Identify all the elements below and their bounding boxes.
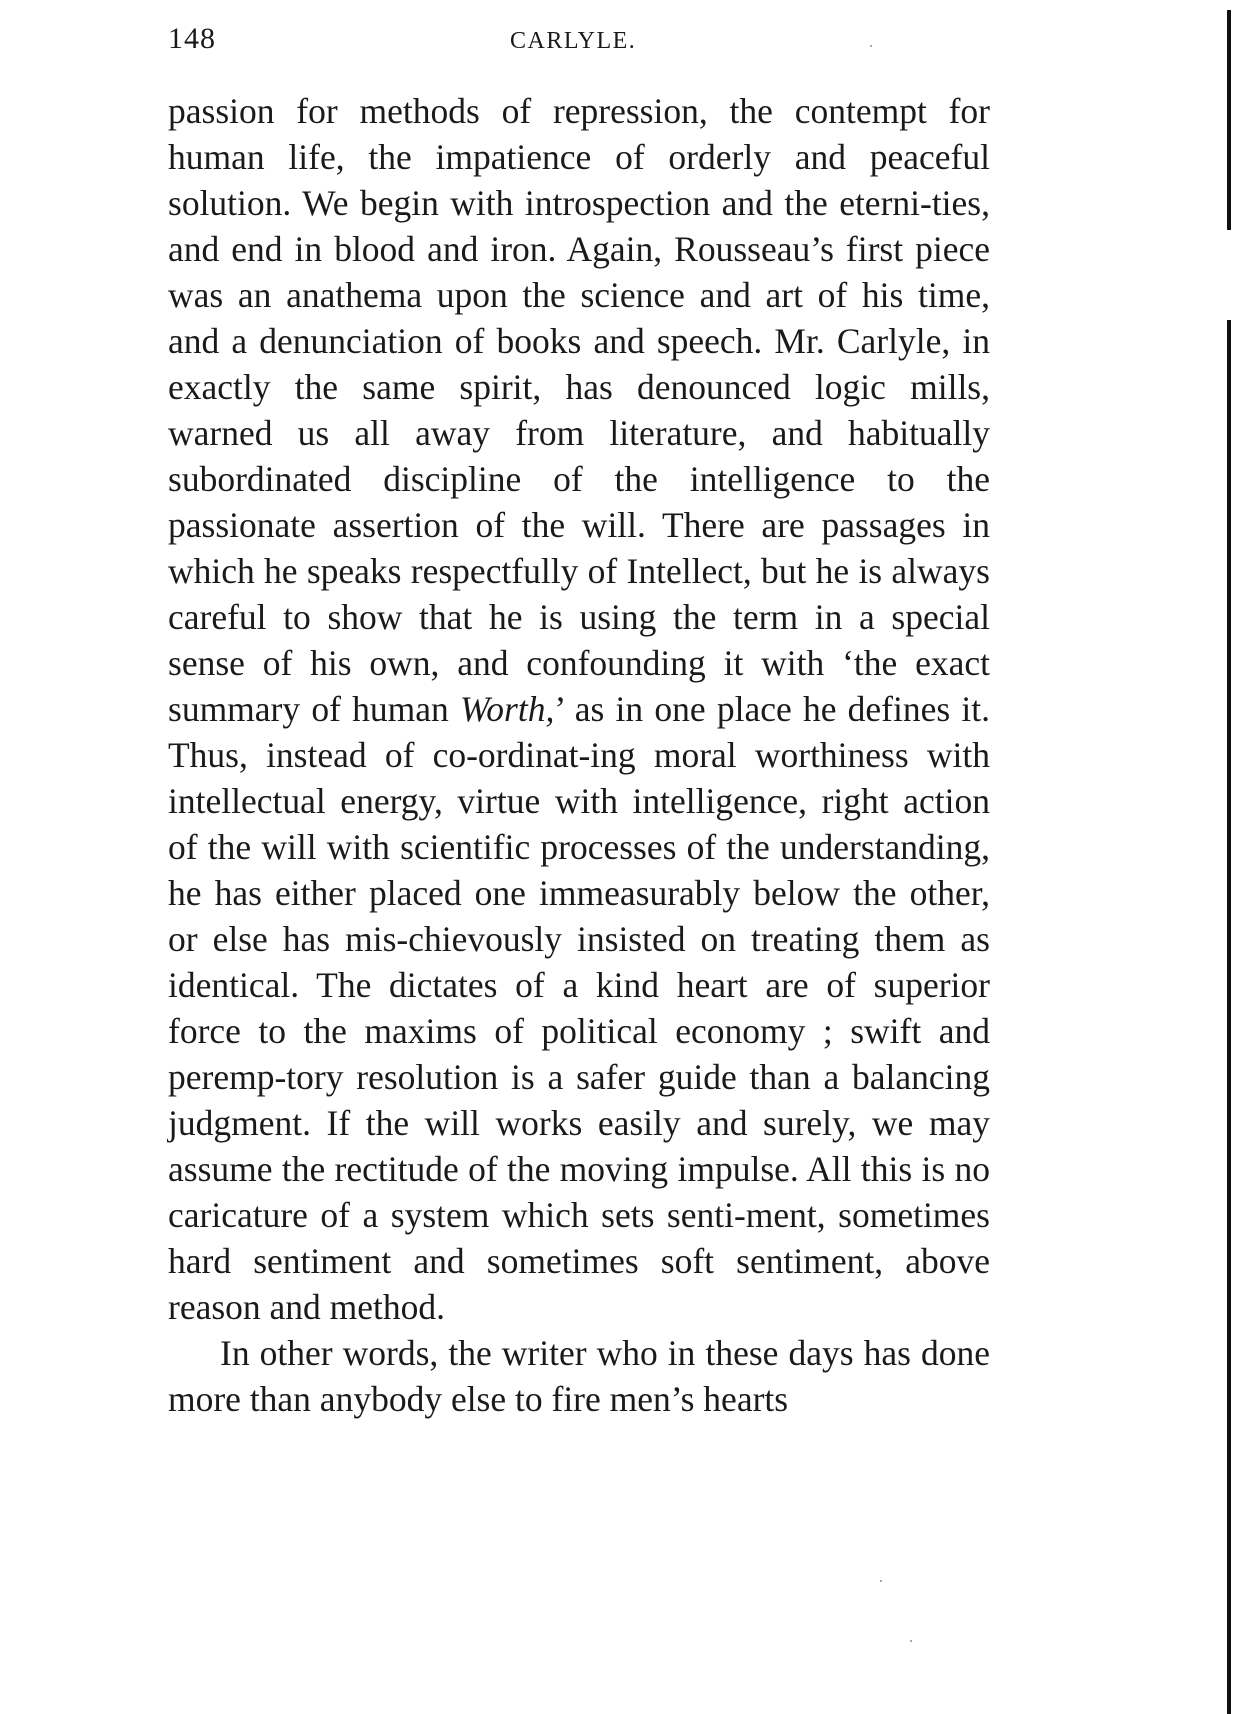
paragraph-2: In other words, the writer who in these days has done more than anybody else to fire men’s hearts: [168, 1333, 990, 1419]
paragraph-1-text: passion for methods of repression, the contempt for human life, the impatience of orderly and peaceful solution. We begin with introspection and the eterni-ties, and end in blood and iron. Again, Rousseau’s first piece was an anathema upon the science and art of his time, and a denunciation of books and speech. Mr. Carlyle, in exactly the same spirit, has denounced logic mills, warned us all away from literature, and habitually subordinated discipline of the intelligence to the passionate assertion of the will. There are passages in which he speaks respectfully of Intellect, but he is always careful to show that he is using the term in a special sense of his own, and confounding it with ‘the exact summary of human: [168, 91, 990, 729]
paragraph-1-continuation: ’ as in one place he defines it. Thus, instead of co-ordinat-ing moral worthiness with intellectual energy, virtue with intelligence, right action of the will with scientific processes of the understanding, he has either placed one immeasurably below the other, or else has mis-chievously insisted on treating them as identical. The dictates of a kind heart are of superior force to the maxims of political economy ; swift and peremp-tory resolution is a safer guide than a balancing judgment. If the will works easily and surely, we may assume the rectitude of the moving impulse. All this is no caricature of a system which sets senti-ment, sometimes hard sentiment and sometimes soft sentiment, above reason and method.: [168, 689, 990, 1327]
italic-worth: Worth,: [459, 689, 555, 729]
paragraph-1: [168, 88, 990, 1330]
running-title: CARLYLE.: [510, 28, 637, 54]
paper-speck: [870, 45, 872, 47]
page-number: 148: [168, 22, 216, 55]
paper-speck: [880, 1580, 882, 1582]
page-edge-rule-top: [1227, 10, 1231, 230]
page-edge-rule-bottom: [1227, 320, 1231, 1714]
page-body: [168, 88, 990, 1422]
paper-speck: [910, 1640, 912, 1642]
